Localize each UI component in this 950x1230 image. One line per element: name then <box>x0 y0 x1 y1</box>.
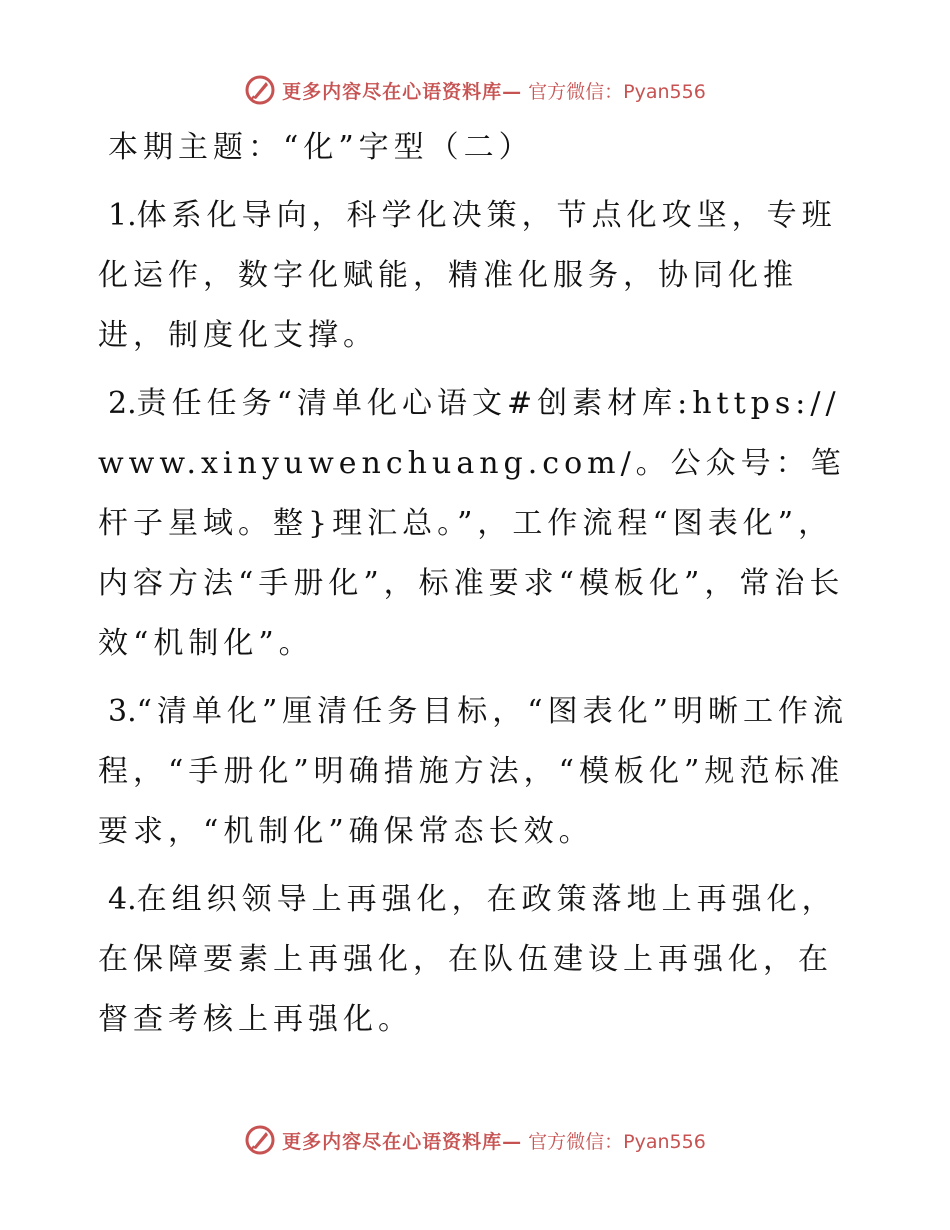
item-text: 体系化导向，科学化决策，节点化攻坚，专班化运作，数字化赋能，精准化服务，协同化推进，制度化支撑。 <box>98 198 837 353</box>
item-number: 1. <box>108 198 137 233</box>
quill-logo-icon <box>244 1124 276 1156</box>
item-number: 2. <box>108 386 137 421</box>
document-body <box>98 118 858 1058</box>
watermark-text: 更多内容尽在心语资料库— <box>282 1130 523 1153</box>
quill-logo-icon <box>244 74 276 106</box>
page-title: 本期主题：“化”字型（二） <box>108 130 534 165</box>
header-watermark <box>0 70 950 110</box>
watermark-contact: 官方微信：Pyan556 <box>528 1130 706 1153</box>
list-item <box>98 870 858 1050</box>
list-item <box>98 186 858 366</box>
list-item <box>98 374 858 674</box>
list-item <box>98 682 858 862</box>
item-text: “清单化”厘清任务目标，“图表化”明晰工作流程，“手册化”明确措施方法，“模板化”规范标准要求，“机制化”确保常态长效。 <box>98 694 848 849</box>
item-text: 在组织领导上再强化，在政策落地上再强化，在保障要素上再强化，在队伍建设上再强化，在督查考核上再强化。 <box>98 882 837 1037</box>
item-number: 4. <box>108 882 137 917</box>
watermark-text: 更多内容尽在心语资料库— <box>282 80 523 103</box>
footer-watermark <box>0 1120 950 1160</box>
item-text: 责任任务“清单化心语文#创素材库:https://www.xinyuwenchuang.com/。公众号：笔杆子星域。整}理汇总。”，工作流程“图表化”，内容方法“手册化”，标准要求“模板化”，常治长效“机制化”。 <box>98 386 846 661</box>
watermark-contact: 官方微信：Pyan556 <box>528 80 706 103</box>
item-number: 3. <box>108 694 137 729</box>
